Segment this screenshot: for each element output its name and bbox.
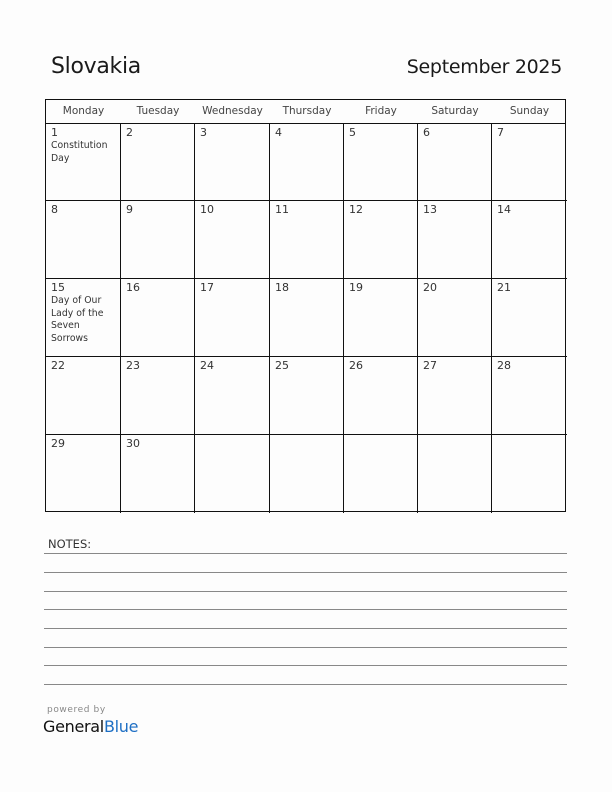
notes-line [44, 628, 567, 629]
day-cell [344, 357, 418, 435]
day-number: 6 [423, 126, 430, 139]
day-cell [270, 124, 344, 201]
day-number: 20 [423, 281, 437, 294]
day-cell [344, 124, 418, 201]
day-number: 2 [126, 126, 133, 139]
day-number: 21 [497, 281, 511, 294]
day-number: 9 [126, 203, 133, 216]
day-number: 16 [126, 281, 140, 294]
country-title: Slovakia [51, 54, 141, 79]
day-cell [492, 357, 567, 435]
day-number: 26 [349, 359, 363, 372]
day-cell [418, 435, 492, 513]
day-number: 27 [423, 359, 437, 372]
brand-blue: Blue [103, 717, 139, 736]
weekday-tuesday: Tuesday [136, 105, 180, 117]
holiday-label: Day of Our Lady of the Seven Sorrows [51, 295, 104, 344]
day-cell [492, 435, 567, 513]
day-number: 18 [275, 281, 289, 294]
day-number: 24 [200, 359, 214, 372]
day-cell [270, 201, 344, 279]
day-cell [46, 279, 121, 357]
powered-by-text: powered by [47, 705, 106, 715]
notes-line [44, 591, 567, 592]
notes-line [44, 553, 567, 554]
day-cell [46, 201, 121, 279]
day-cell [121, 201, 195, 279]
day-cell [418, 124, 492, 201]
weekday-header-row [46, 100, 565, 124]
day-cell [492, 279, 567, 357]
day-number: 17 [200, 281, 214, 294]
weekday-sunday: Sunday [509, 105, 550, 117]
notes-line [44, 665, 567, 666]
weekday-saturday: Saturday [431, 105, 479, 117]
day-number: 15 [51, 281, 65, 294]
notes-line [44, 684, 567, 685]
day-number: 5 [349, 126, 356, 139]
day-cell [344, 279, 418, 357]
day-cell [270, 279, 344, 357]
day-number: 19 [349, 281, 363, 294]
day-cell [344, 201, 418, 279]
notes-label: NOTES: [48, 537, 92, 551]
month-year-title: September 2025 [406, 56, 562, 78]
brand-general: General [43, 717, 104, 736]
day-cell [195, 201, 270, 279]
day-number: 22 [51, 359, 65, 372]
notes-line [44, 609, 567, 610]
weekday-thursday: Thursday [282, 105, 332, 117]
day-number: 25 [275, 359, 289, 372]
day-cell [121, 357, 195, 435]
day-cell [121, 124, 195, 201]
day-cell [46, 357, 121, 435]
day-cell [195, 435, 270, 513]
weekday-monday: Monday [62, 105, 105, 117]
day-number: 10 [200, 203, 214, 216]
day-cell [195, 124, 270, 201]
day-cell [492, 201, 567, 279]
day-cell [46, 435, 121, 513]
calendar-grid [45, 99, 566, 512]
day-number: 4 [275, 126, 282, 139]
day-cell [121, 435, 195, 513]
day-number: 12 [349, 203, 363, 216]
day-number: 1 [51, 126, 58, 139]
day-cell [270, 435, 344, 513]
day-number: 11 [275, 203, 289, 216]
day-number: 30 [126, 437, 140, 450]
day-cell [418, 279, 492, 357]
day-cell [344, 435, 418, 513]
day-cell [121, 279, 195, 357]
day-cell [492, 124, 567, 201]
day-cell [418, 357, 492, 435]
day-number: 23 [126, 359, 140, 372]
day-number: 3 [200, 126, 207, 139]
day-number: 8 [51, 203, 58, 216]
day-number: 28 [497, 359, 511, 372]
day-cell [195, 357, 270, 435]
day-cell [46, 124, 121, 201]
day-cell [195, 279, 270, 357]
generalblue-logo [43, 717, 138, 736]
notes-line [44, 572, 567, 573]
day-cell [418, 201, 492, 279]
notes-line [44, 647, 567, 648]
day-number: 14 [497, 203, 511, 216]
day-number: 13 [423, 203, 437, 216]
day-number: 29 [51, 437, 65, 450]
day-number: 7 [497, 126, 504, 139]
weekday-friday: Friday [365, 105, 397, 117]
holiday-label: Constitution Day [51, 140, 108, 164]
weekday-wednesday: Wednesday [202, 105, 263, 117]
day-cell [270, 357, 344, 435]
